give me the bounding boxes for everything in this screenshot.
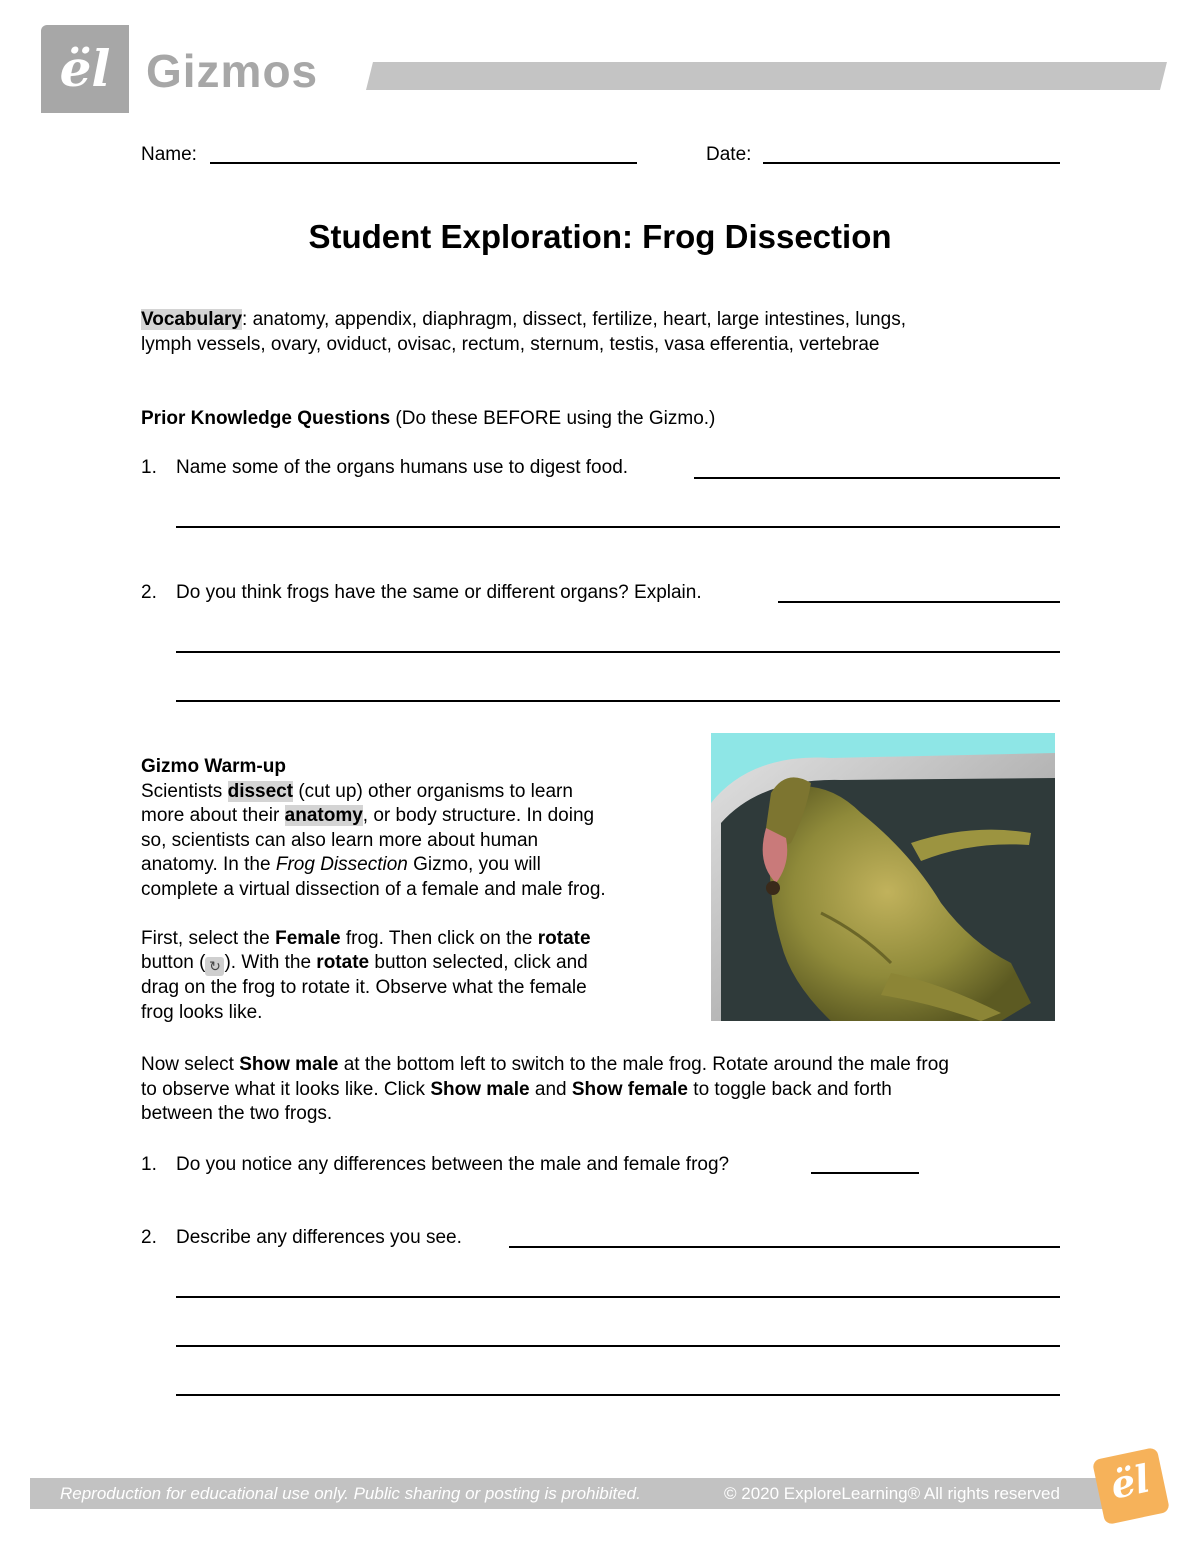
answer-line[interactable] xyxy=(176,526,1060,528)
answer-line[interactable] xyxy=(694,477,1060,479)
answer-line[interactable] xyxy=(509,1246,1060,1248)
warmup-heading: Gizmo Warm-up xyxy=(141,756,286,777)
question-number: 2. xyxy=(141,582,157,603)
gizmos-logo xyxy=(41,25,129,113)
date-label: Date: xyxy=(706,144,752,165)
answer-line[interactable] xyxy=(176,1345,1060,1347)
answer-line[interactable] xyxy=(176,700,1060,702)
warmup-section: Gizmo Warm-up Scientists dissect (cut up) other organisms to learn more about their anatomy, or body structure. In doing so, scientists can also learn more about human anatomy. In the Frog Dissection Gizmo, you will complete a virtual dissection of a female and male frog. First, select the Female frog. Then click on the rotate button ( ↻ ). With the rotate button selected, click and drag on the frog to rotate it. Observe what the female frog looks like. xyxy=(141,756,606,1023)
answer-line[interactable] xyxy=(176,651,1060,653)
answer-line[interactable] xyxy=(176,1296,1060,1298)
logo-glyph: ël xyxy=(59,39,111,98)
name-label: Name: xyxy=(141,144,197,165)
gizmo-name: Frog Dissection xyxy=(275,854,408,875)
explorelearning-logo xyxy=(1092,1447,1170,1525)
warmup-paragraph-3: Now select Show male at the bottom left to switch to the male frog. Rotate around the male frog to observe what it looks like. Click Show male and Show female to toggle back and forth between the two frogs. xyxy=(141,1054,949,1124)
brand-title: Gizmos xyxy=(146,45,319,97)
page-title: Student Exploration: Frog Dissection xyxy=(308,218,892,255)
term-anatomy: anatomy xyxy=(284,805,363,826)
answer-line[interactable] xyxy=(176,1394,1060,1396)
frog-illustration xyxy=(711,733,1055,1021)
question-text: Describe any differences you see. xyxy=(176,1227,462,1248)
prior-heading: Prior Knowledge Questions xyxy=(141,408,391,429)
vocabulary-line2: lymph vessels, ovary, oviduct, ovisac, rectum, sternum, testis, vasa efferentia, vertebrae xyxy=(141,333,880,355)
question-text: Do you notice any differences between the male and female frog? xyxy=(176,1154,730,1175)
question-text: Name some of the organs humans use to digest food. xyxy=(176,457,629,478)
answer-line[interactable] xyxy=(811,1172,919,1174)
rotate-icon: ↻ xyxy=(205,957,224,976)
question-number: 1. xyxy=(141,457,157,478)
question-text: Do you think frogs have the same or different organs? Explain. xyxy=(176,582,702,603)
footer-copyright: © 2020 ExploreLearning® All rights reserved xyxy=(724,1484,1060,1503)
vocabulary xyxy=(141,308,1071,357)
frog-gizmo-image xyxy=(711,733,1055,1021)
question-number: 1. xyxy=(141,1154,157,1175)
footer-notice: Reproduction for educational use only. Public sharing or posting is prohibited. xyxy=(60,1484,641,1503)
date-field[interactable] xyxy=(763,162,1060,164)
footer-logo-glyph: ël xyxy=(1106,1455,1154,1508)
vocabulary-label: Vocabulary xyxy=(141,309,243,330)
header-bar xyxy=(366,62,1167,90)
prior-knowledge-heading xyxy=(141,407,715,432)
term-dissect: dissect xyxy=(227,780,294,802)
name-field[interactable] xyxy=(210,162,637,164)
vocabulary-line1: : anatomy, appendix, diaphragm, dissect, fertilize, heart, large intestines, lungs, xyxy=(242,309,906,330)
answer-line[interactable] xyxy=(778,601,1060,603)
prior-heading-note: (Do these BEFORE using the Gizmo.) xyxy=(390,408,716,429)
question-number: 2. xyxy=(141,1227,157,1248)
